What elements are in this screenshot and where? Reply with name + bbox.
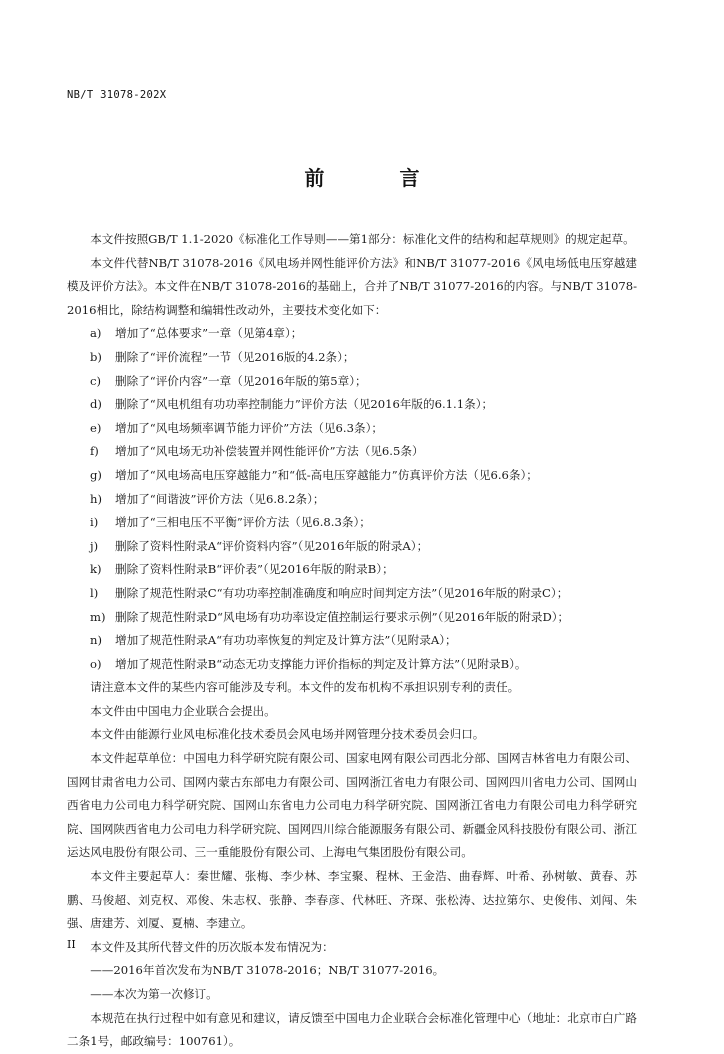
list-item-label: k) (90, 562, 102, 577)
list-item (67, 629, 637, 653)
list-item-text: 增加了“总体要求”一章（见第4章）； (115, 326, 303, 341)
list-item-label: h) (90, 491, 102, 506)
list-item-label: e) (90, 420, 102, 435)
technical-changes-list (67, 322, 637, 676)
list-item (67, 322, 637, 346)
paragraph-committee: 本文件由能源行业风电标准化技术委员会风电场并网管理分技术委员会归口。 (90, 727, 485, 742)
list-item-text: 增加了“三相电压不平衡”评价方法（见6.8.3条）； (115, 515, 371, 530)
list-item-text: 删除了规范性附录D“风电场有功功率设定值控制运行要求示例”（见2016年版的附录D）； (115, 609, 570, 624)
paragraph-feedback: 本规范在执行过程中如有意见和建议，请反馈至中国电力企业联合会标准化管理中心（地址：北京市白广路二条1号，邮政编号：100761）。 (67, 1010, 637, 1049)
list-item (67, 346, 637, 370)
list-item (67, 464, 637, 488)
list-item-text: 增加了规范性附录B“动态无功支撑能力评价指标的判定及计算方法”（见附录B）。 (115, 656, 527, 671)
list-item (67, 440, 637, 464)
paragraph-drafters: 本文件主要起草人：秦世耀、张梅、李少林、李宝聚、程林、王金浩、曲春辉、叶希、孙树敏、黄春、苏鹏、马俊超、刘克权、邓俊、朱志权、张静、李春彦、代林旺、齐琛、张松涛、达拉第尔、史俊伟、刘闯、朱强、唐建芳、刘厦、夏楠、李建立。 (67, 869, 637, 931)
list-item (67, 558, 637, 582)
list-item (67, 417, 637, 441)
list-item (67, 606, 637, 630)
list-item (67, 582, 637, 606)
list-item (67, 653, 637, 677)
paragraph-history-2016: ——2016年首次发布为NB/T 31078-2016；NB/T 31077-2016。 (90, 963, 445, 978)
paragraph-patent-notice: 请注意本文件的某些内容可能涉及专利。本文件的发布机构不承担识别专利的责任。 (90, 680, 520, 695)
list-item (67, 511, 637, 535)
list-item (67, 488, 637, 512)
list-item (67, 393, 637, 417)
list-item-label: d) (90, 397, 102, 412)
list-item-text: 增加了“风电场无功补偿装置并网性能评价”方法（见6.5条） (115, 444, 424, 459)
list-item-text: 删除了“评价内容”一章（见2016年版的第5章）； (115, 373, 367, 388)
list-item-label: o) (90, 656, 102, 671)
list-item-text: 删除了规范性附录C“有功功率控制准确度和响应时间判定方法”（见2016年版的附录C）； (115, 585, 569, 600)
paragraph-history-intro: 本文件及其所代替文件的历次版本发布情况为： (90, 939, 334, 954)
foreword-body (67, 228, 637, 1054)
list-item-text: 增加了规范性附录A“有功功率恢复的判定及计算方法”（见附录A）； (115, 633, 457, 648)
list-item-text: 删除了“评价流程”一节（见2016版的4.2条）； (115, 349, 355, 364)
paragraph-drafting-units: 本文件起草单位：中国电力科学研究院有限公司、国家电网有限公司西北分部、国网吉林省电力有限公司、国网甘肃省电力公司、国网内蒙古东部电力有限公司、国网浙江省电力有限公司、国网四川省电力公司、国网山西省电力公司电力科学研究院、国网山东省电力公司电力科学研究院、国网浙江省电力有限公司电力科学研究院、国网陕西省电力公司电力科学研究院、国网四川综合能源服务有限公司、新疆金风科技股份有限公司、浙江运达风电股份有限公司、三一重能股份有限公司、上海电气集团股份有限公司。 (67, 751, 637, 860)
paragraph-history-revision: ——本次为第一次修订。 (90, 987, 218, 1001)
list-item-label: c) (90, 373, 102, 388)
list-item-label: a) (90, 326, 102, 341)
list-item-label: i) (90, 515, 99, 530)
page-title: 前 言 (304, 166, 454, 190)
list-item-text: 增加了“风电场频率调节能力评价”方法（见6.3条）； (115, 420, 383, 435)
list-item-text: 增加了“间谐波”评价方法（见6.8.2条）； (115, 491, 325, 506)
standard-code: NB/T 31078-202X (67, 89, 167, 101)
list-item-label: l) (90, 585, 99, 600)
list-item-label: f) (90, 444, 99, 459)
list-item (67, 370, 637, 394)
list-item-text: 删除了“风电机组有功功率控制能力”评价方法（见2016年版的6.1.1条）； (115, 397, 494, 412)
list-item-label: g) (90, 467, 102, 482)
list-item-label: m) (90, 609, 106, 624)
list-item-label: b) (90, 349, 102, 364)
list-item-label: n) (90, 633, 102, 648)
list-item-text: 增加了“风电场高电压穿越能力”和“低-高电压穿越能力”仿真评价方法（见6.6条）； (115, 467, 538, 482)
list-item-text: 删除了资料性附录A“评价资料内容”（见2016年版的附录A）； (115, 538, 429, 553)
paragraph-proposer: 本文件由中国电力企业联合会提出。 (90, 703, 276, 718)
list-item (67, 535, 637, 559)
list-item-label: j) (90, 538, 99, 553)
paragraph-replacement: 本文件代替NB/T 31078-2016《风电场并网性能评价方法》和NB/T 31077-2016《风电场低电压穿越建模及评价方法》。本文件在NB/T 31078-2016的基础上，合并了NB/T 31077-2016的内容。与NB/T 31078-2016相比，除结构调整和编辑性改动外，主要技术变化如下： (67, 255, 637, 317)
page-number: II (67, 938, 76, 951)
paragraph-drafting-rule: 本文件按照GB/T 1.1-2020《标准化工作导则——第1部分：标准化文件的结构和起草规则》的规定起草。 (90, 232, 635, 246)
list-item-text: 删除了资料性附录B“评价表”（见2016年版的附录B）； (115, 562, 394, 577)
